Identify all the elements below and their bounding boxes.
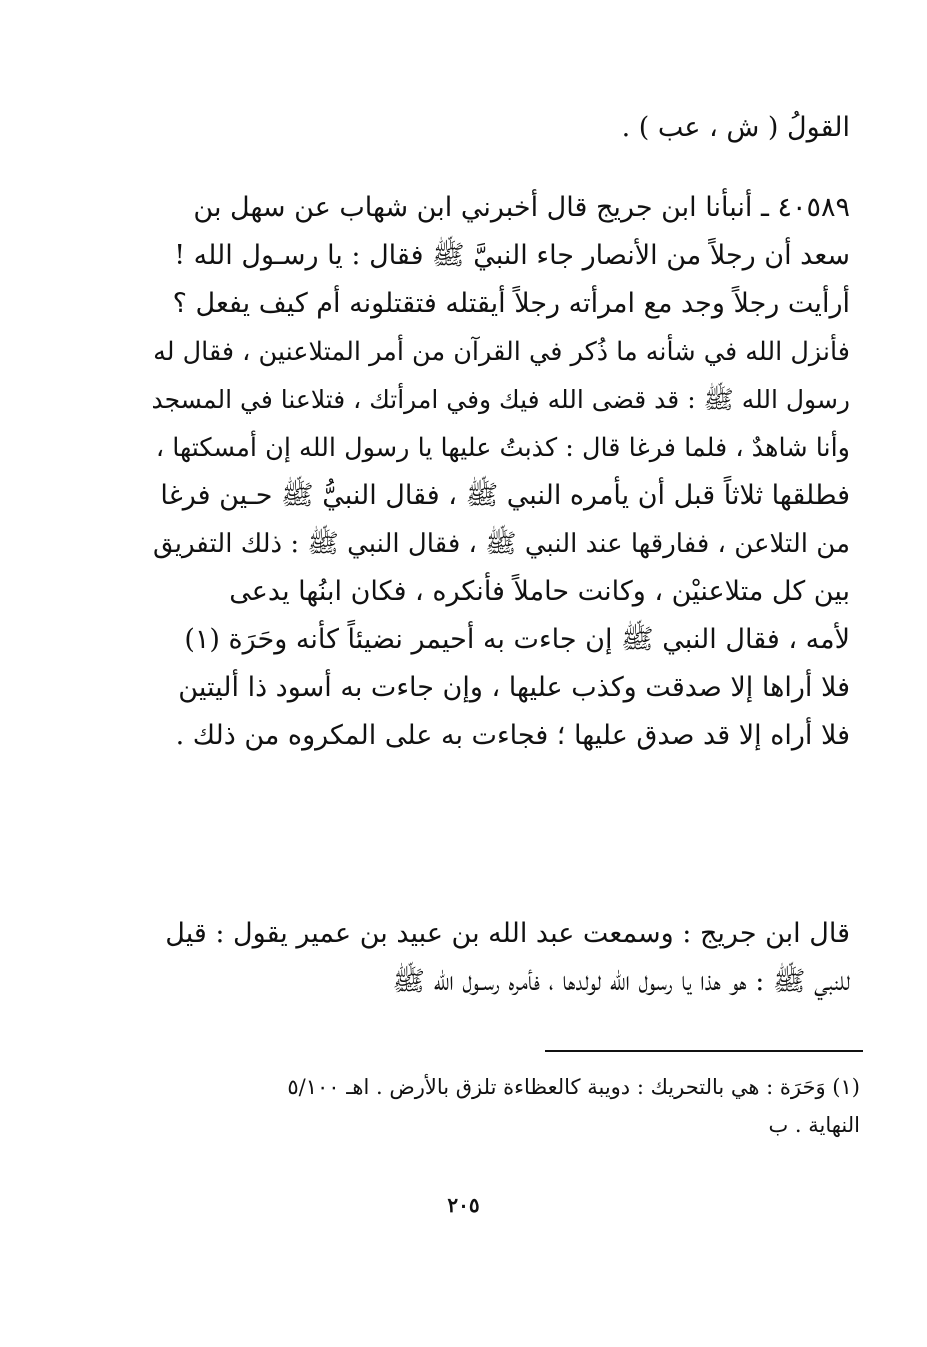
text-line: فلا أراه إلا قد صدق عليها ؛ فجاءت به على المكروه من ذلك .	[175, 720, 850, 751]
text-line: رسول الله ﷺ : قد قضى الله فيك وفي امرأتك ، فتلاعنا في المسجد	[151, 385, 850, 414]
text-line: قال ابن جريج : وسمعت عبد الله بن عبيد بن عمير يقول : قيل	[165, 918, 850, 949]
text-line: من التلاعن ، ففارقها عند النبي ﷺ ، فقال النبي ﷺ : ذلك التفريق	[153, 529, 850, 559]
text-line: سعد أن رجلاً من الأنصار جاء النبيَّ ﷺ فقال : يا رسـول الله !	[174, 240, 850, 271]
text-line: للنبي ﷺ : هو هذا يا رسول الله لولدها ، فأمره رسـول الله ﷺ	[392, 966, 850, 997]
footnote-line: (١) وَحَرَة : هي بالتحريك : دويبة كالعظاءة تلزق بالأرض . اهـ ٥/١٠٠	[287, 1075, 860, 1099]
footnote-line: النهاية . ب	[768, 1113, 860, 1137]
text-line: لأمه ، فقال النبي ﷺ إن جاءت به أحيمر نضيئاً كأنه وحَرَة (١)	[184, 624, 850, 655]
footnote-divider	[545, 1050, 863, 1052]
footnote	[150, 1068, 860, 1144]
text-line: القولُ ( ش ، عب ) .	[621, 112, 850, 143]
text-line: فلا أراها إلا صدقت وكذب عليها ، وإن جاءت به أسود ذا أليتين	[178, 672, 850, 703]
page-number: ٢٠٥	[447, 1193, 480, 1217]
text-line: فطلقها ثلاثاً قبل أن يأمره النبي ﷺ ، فقال النبيُّ ﷺ حـين فرغا	[160, 480, 850, 511]
text-line: وأنا شاهدٌ ، فلما فرغا قال : كذبتُ عليها يا رسول الله إن أمسكتها ،	[155, 433, 850, 463]
text-line: فأنزل الله في شأنه ما ذُكر في القرآن من أمر المتلاعنين ، فقال له	[153, 337, 850, 367]
continuation-text	[150, 104, 850, 152]
comment-paragraph	[150, 910, 850, 1006]
hadith-paragraph	[150, 184, 850, 760]
text-line: ٤٠٥٨٩ ـ أنبأنا ابن جريج قال أخبرني ابن شهاب عن سهل بن	[193, 192, 850, 223]
text-line: بين كل متلاعنيْن ، وكانت حاملاً فأنكره ، فكان ابنُها يدعى	[229, 576, 850, 607]
text-line: أرأيت رجلاً وجد مع امرأته رجلاً أيقتله فتقتلونه أم كيف يفعل ؟	[172, 288, 850, 319]
